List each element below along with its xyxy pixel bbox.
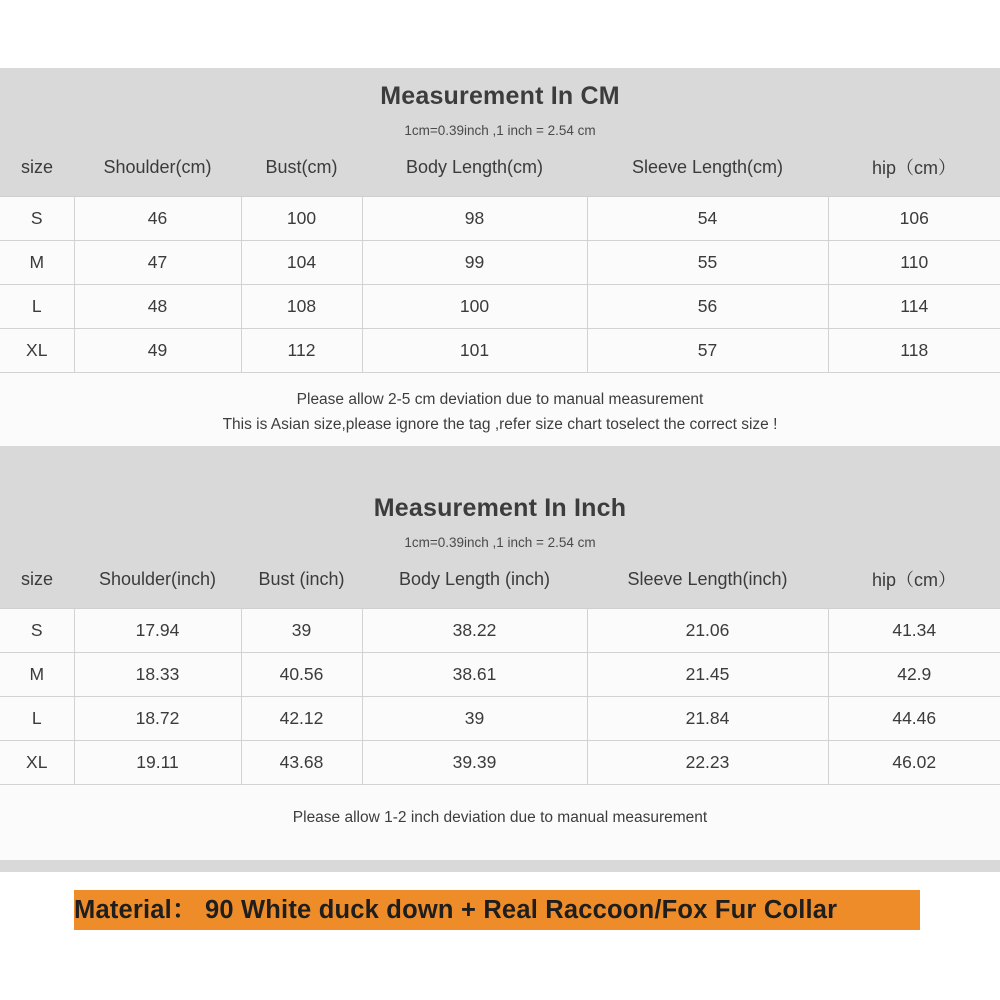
column-header-shoulder: Shoulder(inch) xyxy=(74,550,241,609)
cell-hip: 118 xyxy=(828,329,1000,373)
cell-bust: 39 xyxy=(241,609,362,653)
cell-body-length: 99 xyxy=(362,241,587,285)
cell-sleeve-length: 21.84 xyxy=(587,697,828,741)
column-header-hip: hip（cm） xyxy=(828,138,1000,197)
column-header-hip: hip（cm） xyxy=(828,550,1000,609)
cell-sleeve-length: 22.23 xyxy=(587,741,828,785)
inch-section-subtitle: 1cm=0.39inch ,1 inch = 2.54 cm xyxy=(404,535,596,550)
table-header-row xyxy=(0,550,1000,609)
column-header-shoulder: Shoulder(cm) xyxy=(74,138,241,197)
inch-section-title: Measurement In Inch xyxy=(373,494,627,522)
cell-body-length: 38.22 xyxy=(362,609,587,653)
cell-body-length: 39 xyxy=(362,697,587,741)
cell-shoulder: 46 xyxy=(74,197,241,241)
cell-hip: 106 xyxy=(828,197,1000,241)
column-header-bust: Bust (inch) xyxy=(241,550,362,609)
cell-hip: 42.9 xyxy=(828,653,1000,697)
cm-notes xyxy=(0,373,1000,446)
cell-hip: 46.02 xyxy=(828,741,1000,785)
column-header-bust: Bust(cm) xyxy=(241,138,362,197)
cell-size: L xyxy=(0,697,74,741)
cell-shoulder: 19.11 xyxy=(74,741,241,785)
cell-shoulder: 49 xyxy=(74,329,241,373)
cell-size: S xyxy=(0,197,74,241)
table-row xyxy=(0,285,1000,329)
cell-bust: 100 xyxy=(241,197,362,241)
column-header-sleeve-length: Sleeve Length(cm) xyxy=(587,138,828,197)
cell-body-length: 101 xyxy=(362,329,587,373)
cell-body-length: 98 xyxy=(362,197,587,241)
cell-body-length: 38.61 xyxy=(362,653,587,697)
inch-note-line-1: Please allow 1-2 inch deviation due to manual measurement xyxy=(292,809,708,826)
column-header-size: size xyxy=(0,138,74,197)
table-row xyxy=(0,329,1000,373)
cell-bust: 43.68 xyxy=(241,741,362,785)
cm-note-line-1: Please allow 2-5 cm deviation due to manual measurement xyxy=(296,391,704,408)
cell-hip: 114 xyxy=(828,285,1000,329)
cell-shoulder: 48 xyxy=(74,285,241,329)
table-header-row xyxy=(0,138,1000,197)
cell-shoulder: 18.72 xyxy=(74,697,241,741)
cell-size: M xyxy=(0,653,74,697)
column-header-body-length: Body Length(cm) xyxy=(362,138,587,197)
column-header-body-length: Body Length (inch) xyxy=(362,550,587,609)
cell-hip: 110 xyxy=(828,241,1000,285)
cell-bust: 104 xyxy=(241,241,362,285)
cell-size: S xyxy=(0,609,74,653)
cell-sleeve-length: 57 xyxy=(587,329,828,373)
column-header-sleeve-length: Sleeve Length(inch) xyxy=(587,550,828,609)
table-row xyxy=(0,653,1000,697)
table-row xyxy=(0,741,1000,785)
cm-note-line-2: This is Asian size,please ignore the tag ,refer size chart toselect the correct size ! xyxy=(222,416,778,433)
measurement-inch-section xyxy=(0,468,1000,872)
cell-bust: 108 xyxy=(241,285,362,329)
column-header-size: size xyxy=(0,550,74,609)
cell-sleeve-length: 54 xyxy=(587,197,828,241)
cell-hip: 41.34 xyxy=(828,609,1000,653)
cell-bust: 42.12 xyxy=(241,697,362,741)
cm-section-subtitle: 1cm=0.39inch ,1 inch = 2.54 cm xyxy=(404,123,596,138)
inch-notes xyxy=(0,785,1000,860)
cell-size: L xyxy=(0,285,74,329)
cell-sleeve-length: 21.06 xyxy=(587,609,828,653)
material-text: Material： 90 White duck down + Real Raccoon/Fox Fur Collar xyxy=(74,896,838,924)
cell-shoulder: 47 xyxy=(74,241,241,285)
cell-size: XL xyxy=(0,741,74,785)
inch-size-table xyxy=(0,550,1000,785)
cell-bust: 112 xyxy=(241,329,362,373)
cm-size-table xyxy=(0,138,1000,373)
cell-sleeve-length: 21.45 xyxy=(587,653,828,697)
cell-shoulder: 18.33 xyxy=(74,653,241,697)
table-row xyxy=(0,697,1000,741)
cm-section-title: Measurement In CM xyxy=(380,82,620,110)
cell-bust: 40.56 xyxy=(241,653,362,697)
table-row xyxy=(0,241,1000,285)
cell-sleeve-length: 55 xyxy=(587,241,828,285)
cell-hip: 44.46 xyxy=(828,697,1000,741)
measurement-cm-section xyxy=(0,68,1000,468)
cell-body-length: 100 xyxy=(362,285,587,329)
table-row xyxy=(0,197,1000,241)
cell-sleeve-length: 56 xyxy=(587,285,828,329)
cell-body-length: 39.39 xyxy=(362,741,587,785)
cell-size: XL xyxy=(0,329,74,373)
table-row xyxy=(0,609,1000,653)
cell-shoulder: 17.94 xyxy=(74,609,241,653)
cell-size: M xyxy=(0,241,74,285)
